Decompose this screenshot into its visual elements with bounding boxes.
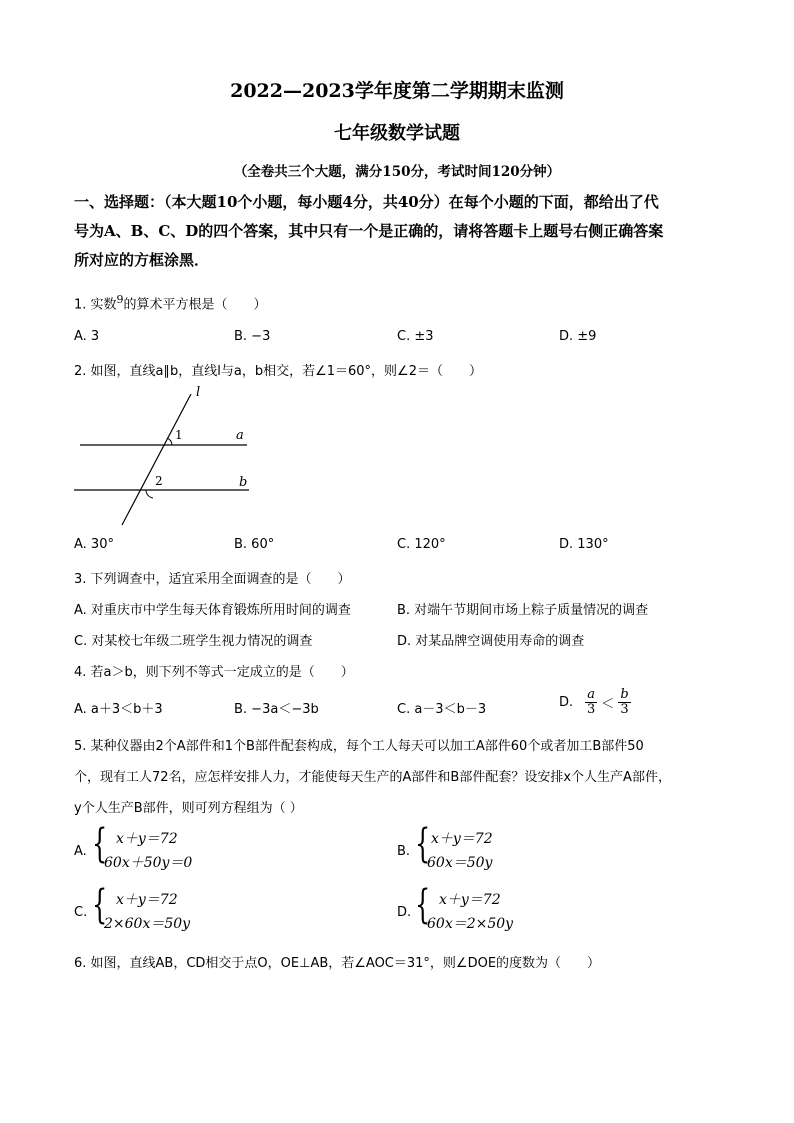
question-1 bbox=[74, 293, 267, 312]
question-6: 6. 如图，直线AB，CD相交于点O，OE⊥AB，若∠AOC＝31°，则∠DOE的度数为（ ） bbox=[74, 956, 601, 971]
q1-pre: 1. 实数 bbox=[74, 297, 117, 313]
q2-option-b: B. 60° bbox=[234, 537, 275, 552]
q5-a-label: A. bbox=[74, 844, 87, 859]
q5-b-eq2: 60x＝50y bbox=[427, 855, 493, 871]
fraction-b-over-3: $\frac{b}{3}$ bbox=[620, 687, 629, 717]
brace-icon: { bbox=[415, 821, 431, 867]
brace-icon: { bbox=[415, 882, 431, 928]
q2-option-c: C. 120° bbox=[397, 537, 446, 552]
question-5-line3: y个人生产B部件，则可列方程组为（ ） bbox=[74, 801, 303, 816]
section1-line2: 号为A、B、C、D的四个答案，其中只有一个是正确的，请将答题卡上题号右侧正确答案 bbox=[74, 222, 664, 240]
q2-option-a: A. 30° bbox=[74, 537, 114, 552]
q4-option-a: A. a＋3＜b＋3 bbox=[74, 702, 163, 717]
q4-option-b: B. −3a＜−3b bbox=[234, 702, 319, 717]
question-3: 3. 下列调查中，适宜采用全面调查的是（ ） bbox=[74, 572, 351, 587]
line-l bbox=[122, 394, 191, 525]
q3-option-d: D. 对某品牌空调使用寿命的调查 bbox=[397, 634, 585, 649]
q5-d-eq2: 60x＝2×50y bbox=[427, 916, 514, 932]
q1-option-c: C. ±3 bbox=[397, 329, 434, 344]
section1-line3: 所对应的方框涂黑． bbox=[74, 251, 210, 269]
question-4: 4. 若a＞b，则下列不等式一定成立的是（ ） bbox=[74, 665, 354, 680]
brace-icon: { bbox=[92, 882, 108, 928]
q1-num: 9 bbox=[116, 293, 124, 306]
exam-subtitle: 七年级数学试题 bbox=[334, 123, 460, 144]
q1-option-b: B. −3 bbox=[234, 329, 271, 344]
question-2: 2. 如图，直线a∥b，直线l与a，b相交，若∠1＝60°，则∠2＝（ ） bbox=[74, 364, 482, 379]
exam-instructions: （全卷共三个大题，满分150分，考试时间120分钟） bbox=[233, 164, 561, 180]
q4-option-d bbox=[559, 688, 631, 717]
q5-b-label: B. bbox=[397, 844, 411, 859]
label-angle2: 2 bbox=[155, 474, 163, 488]
q4-option-c: C. a－3＜b－3 bbox=[397, 702, 487, 717]
q3-option-b: B. 对端午节期间市场上粽子质量情况的调查 bbox=[397, 603, 649, 618]
q5-a-eq2: 60x＋50y＝0 bbox=[104, 855, 193, 871]
question-5-line1: 5. 某种仪器由2个A部件和1个B部件配套构成，每个工人每天可以加工A部件60个或者加工B部件50 bbox=[74, 739, 644, 754]
label-a: a bbox=[236, 428, 244, 443]
q4-option-d-label: D. bbox=[559, 695, 574, 710]
q5-a-eq1: x＋y＝72 bbox=[116, 831, 178, 847]
q2-figure bbox=[66, 384, 266, 534]
q3-option-c: C. 对某校七年级二班学生视力情况的调查 bbox=[74, 634, 313, 649]
q1-post: 的算术平方根是（ ） bbox=[123, 297, 267, 313]
label-b: b bbox=[239, 475, 248, 490]
less-than-sign: ＜ bbox=[601, 697, 615, 712]
q3-option-a: A. 对重庆市中学生每天体育锻炼所用时间的调查 bbox=[74, 603, 351, 618]
q2-option-d: D. 130° bbox=[559, 537, 609, 552]
q5-c-label: C. bbox=[74, 905, 88, 920]
fraction-a-over-3: $\frac{a}{3}$ bbox=[587, 687, 596, 717]
label-l: l bbox=[196, 385, 201, 400]
exam-title: 2022—2023学年度第二学期期末监测 bbox=[230, 80, 564, 102]
q5-b-eq1: x＋y＝72 bbox=[431, 831, 493, 847]
q1-option-a: A. 3 bbox=[74, 329, 100, 344]
question-5-line2: 个，现有工人72名，应怎样安排人力，才能使每天生产的A部件和B部件配套？设安排x个人生产A部件， bbox=[74, 770, 671, 785]
q5-d-eq1: x＋y＝72 bbox=[439, 892, 501, 908]
label-angle1: 1 bbox=[175, 428, 183, 442]
q1-option-d: D. ±9 bbox=[559, 329, 597, 344]
section1-line1: 一、选择题：（本大题10个小题，每小题4分，共40分）在每个小题的下面，都给出了代 bbox=[74, 193, 659, 211]
q5-c-eq1: x＋y＝72 bbox=[116, 892, 178, 908]
brace-icon: { bbox=[92, 821, 108, 867]
q5-d-label: D. bbox=[397, 905, 412, 920]
q5-c-eq2: 2×60x＝50y bbox=[104, 916, 191, 932]
angle2-arc bbox=[146, 490, 153, 498]
